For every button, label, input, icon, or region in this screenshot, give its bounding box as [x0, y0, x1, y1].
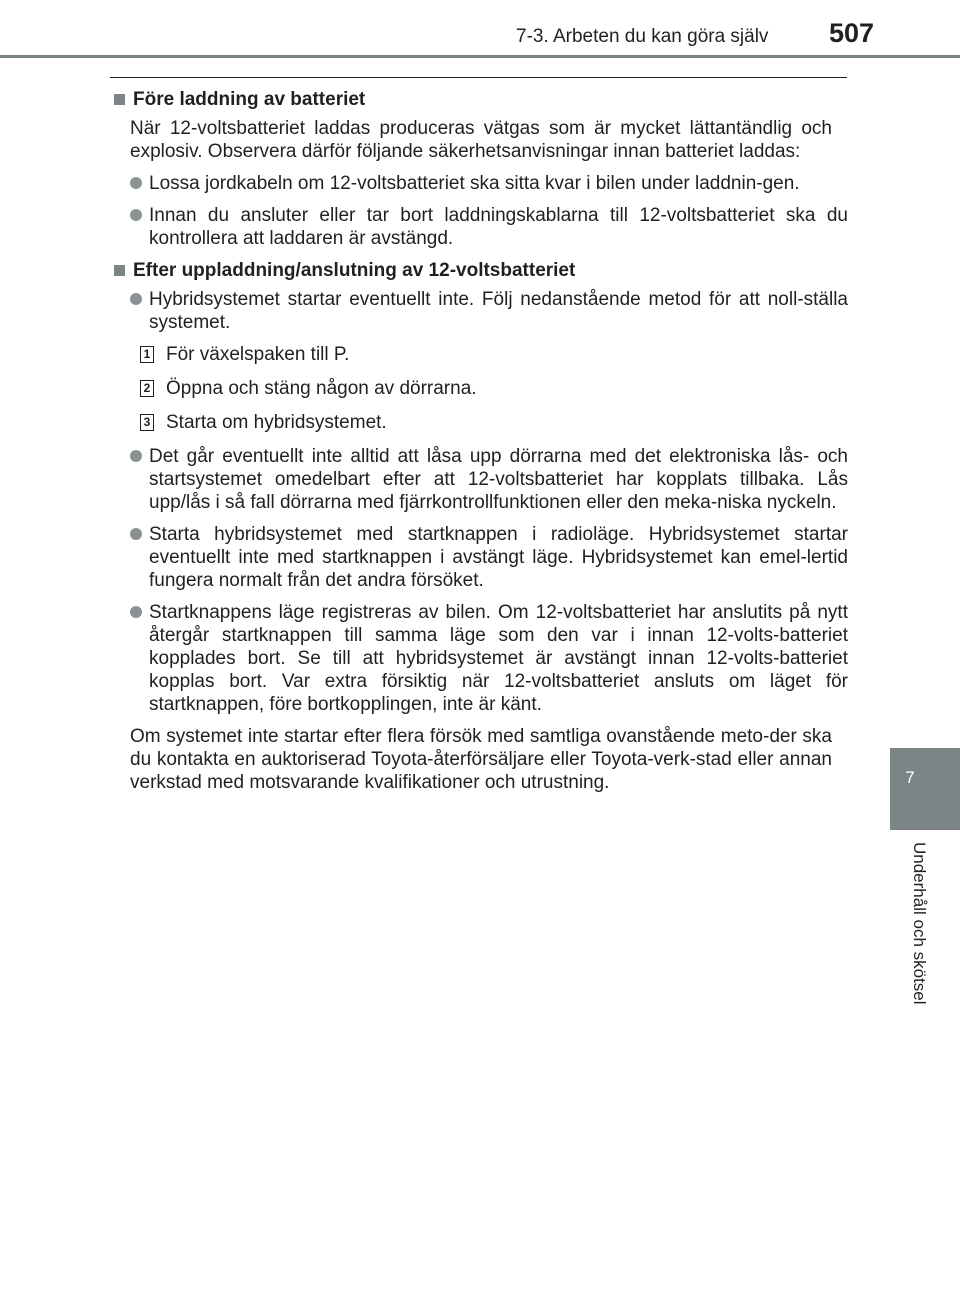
intro-paragraph: När 12-voltsbatteriet laddas produceras vätgas som är mycket lättantändlig och explosiv. Observera därför följande säkerhetsanvisningar innan batteriet laddas:	[130, 118, 832, 162]
page-content	[112, 88, 848, 794]
section-title: 7-3. Arbeten du kan göra själv	[516, 26, 769, 47]
list-item-text: Innan du ansluter eller tar bort laddningskablarna till 12-voltsbatteriet ska du kontrollera att laddaren är avstängd.	[149, 205, 848, 249]
content-divider	[110, 77, 847, 78]
list-item-text: Hybridsystemet startar eventuellt inte. Följ nedanstående metod för att noll-ställa systemet.	[149, 289, 848, 333]
chapter-label: Underhåll och skötsel	[910, 842, 929, 1005]
list-item	[130, 204, 848, 250]
list-item-text: Lossa jordkabeln om 12-voltsbatteriet ska sitta kvar i bilen under laddnin-gen.	[149, 173, 800, 194]
heading-text: Före laddning av batteriet	[133, 89, 366, 110]
step-text: Öppna och stäng någon av dörrarna.	[166, 377, 477, 399]
numbered-step	[140, 343, 848, 365]
step-text: För växelspaken till P.	[166, 343, 350, 365]
round-bullet-icon	[130, 450, 142, 462]
list-item	[130, 172, 848, 195]
closing-paragraph: Om systemet inte startar efter flera försök med samtliga ovanstående meto-der ska du kontakta en auktoriserad Toyota-återförsäljare eller Toyota-verk-stad eller annan verkstad med motsvarande kvalifikationer och utrustning.	[130, 726, 832, 793]
list-item	[130, 601, 848, 716]
list-item-text: Det går eventuellt inte alltid att låsa upp dörrarna med det elektroniska lås- och startsystemet omedelbart efter att 12-voltsbatteriet har kopplats tillbaka. Lås upp/lås i så fall dörrarna med fjärrkontrollfunktionen eller den meka-niska nyckeln.	[149, 446, 848, 513]
round-bullet-icon	[130, 177, 142, 189]
step-text: Starta om hybridsystemet.	[166, 411, 387, 433]
page-header	[0, 0, 960, 58]
square-bullet-icon	[114, 265, 125, 276]
heading-text: Efter uppladdning/anslutning av 12-voltsbatteriet	[133, 260, 576, 281]
chapter-number: 7	[905, 768, 915, 787]
page-number: 507	[829, 18, 875, 48]
list-item	[130, 523, 848, 592]
list-item-text: Starta hybridsystemet med startknappen i radioläge. Hybridsystemet startar eventuellt inte med startknappen i avstängt läge. Hybridsystemet kan emel-lertid fungera normalt från det andra försöket.	[149, 524, 848, 591]
numbered-step	[140, 411, 848, 433]
square-bullet-icon	[114, 94, 125, 105]
list-item-text: Startknappens läge registreras av bilen. Om 12-voltsbatteriet har anslutits på nytt återgår startknappen till samma läge som den var i innan 12-volts-batteriet kopplades bort. Se till att hybridsystemet är avstängt innan 12-volts-batteriet kopplas bort. Var extra försiktig när 12-voltsbatteriet ansluts om läget för startknappen, före bortkopplingen, inte är känt.	[149, 602, 848, 715]
numbered-step	[140, 377, 848, 399]
section-heading	[112, 259, 848, 282]
round-bullet-icon	[130, 606, 142, 618]
step-number-badge: 3	[140, 414, 154, 431]
round-bullet-icon	[130, 293, 142, 305]
round-bullet-icon	[130, 209, 142, 221]
list-item	[130, 445, 848, 514]
round-bullet-icon	[130, 528, 142, 540]
step-number-badge: 1	[140, 346, 154, 363]
step-number-badge: 2	[140, 380, 154, 397]
list-item	[130, 288, 848, 334]
section-heading	[112, 88, 848, 111]
chapter-tab	[890, 748, 960, 830]
